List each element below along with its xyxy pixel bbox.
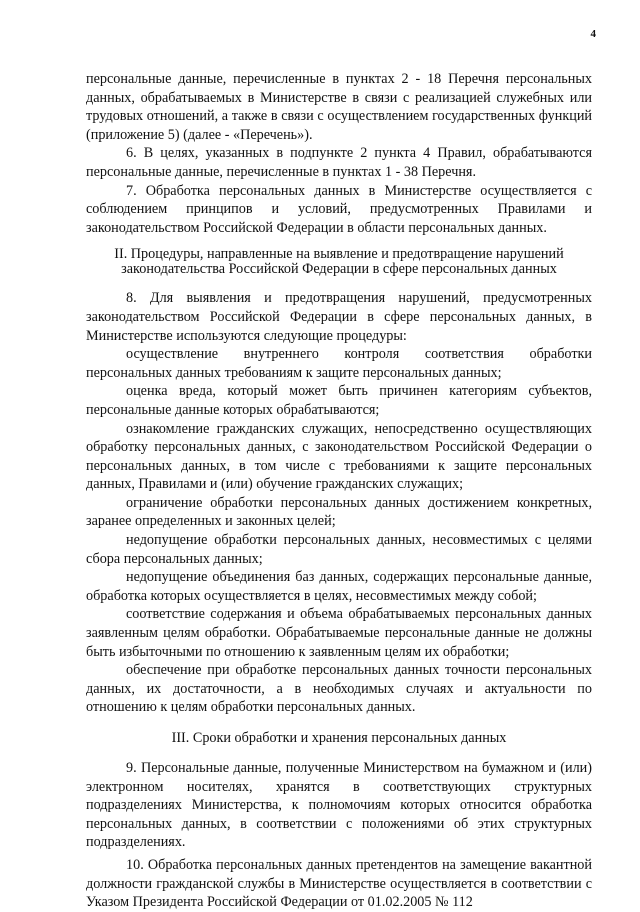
procedure-item: ограничение обработки персональных данных достижением конкретных, заранее определенных и законных целей; (86, 494, 592, 530)
procedure-item: недопущение объединения баз данных, содержащих персональные данные, обработка которых осуществляется в целях, несовместимых между собой; (86, 569, 592, 604)
section-2-heading: II. Процедуры, направленные на выявление и предотвращение нарушений законодательства Российской Федерации в сфере персональных данных (114, 246, 564, 278)
procedure-item: недопущение обработки персональных данных, несовместимых с целями сбора персональных данных; (86, 532, 592, 567)
paragraph-7: 7. Обработка персональных данных в Министерстве осуществляется с соблюдением принципов и условий, предусмотренных Правилами и законодательством Российской Федерации в области персональных данных. (86, 182, 592, 236)
paragraph-9: 9. Персональные данные, полученные Министерством на бумажном и (или) электронном носителях, хранятся в соответствующих структурных подразделениях Министерства, к полномочиям которых относится обработка персональных данных, в соответствии с положениями об этих структурных подразделениях. (86, 760, 592, 851)
procedure-item: соответствие содержания и объема обрабатываемых персональных данных заявленным целям обработки. Обрабатываемые персональные данные не должны быть избыточными по отношению к заявленным целям их обработки; (86, 606, 592, 660)
procedure-item: оценка вреда, который может быть причинен категориям субъектов, персональные данные которых обрабатываются; (86, 383, 592, 418)
procedure-item: обеспечение при обработке персональных данных точности персональных данных, их достаточности, а в необходимых случаях и актуальности по отношению к целям обработки персональных данных. (86, 662, 592, 716)
paragraph-10: 10. Обработка персональных данных претендентов на замещение вакантной должности гражданской службы в Министерстве осуществляется в соответствии с Указом Президента Российской Федерации от 01.02.2005 № 112 (86, 856, 592, 911)
paragraph-8: 8. Для выявления и предотвращения нарушений, предусмотренных законодательством Российской Федерации в сфере персональных данных, в Министерстве используются следующие процедуры: (86, 290, 592, 344)
page-number: 4 (590, 28, 596, 40)
page-body (86, 70, 592, 912)
paragraph-continuation: персональные данные, перечисленные в пунктах 2 - 18 Перечня персональных данных, обрабатываемых в Министерстве в связи с реализацией служебных или трудовых отношений, а также в связи с осуществлением государственных функций (приложение 5) (далее - «Перечень»). (86, 71, 592, 143)
paragraph-6: 6. В целях, указанных в подпункте 2 пункта 4 Правил, обрабатываются персональные данные, перечисленные в пунктах 1 - 38 Перечня. (86, 145, 592, 180)
section-3-heading: III. Сроки обработки и хранения персональных данных (171, 730, 507, 746)
procedure-item: ознакомление гражданских служащих, непосредственно осуществляющих обработку персональных данных, с законодательством Российской Федерации о персональных данных, в том числе с требованиями к защите персональных данных, Правилами и (или) обучение гражданских служащих; (86, 420, 592, 493)
procedure-item: осуществление внутреннего контроля соответствия обработки персональных данных требованиям к защите персональных данных; (86, 346, 592, 381)
